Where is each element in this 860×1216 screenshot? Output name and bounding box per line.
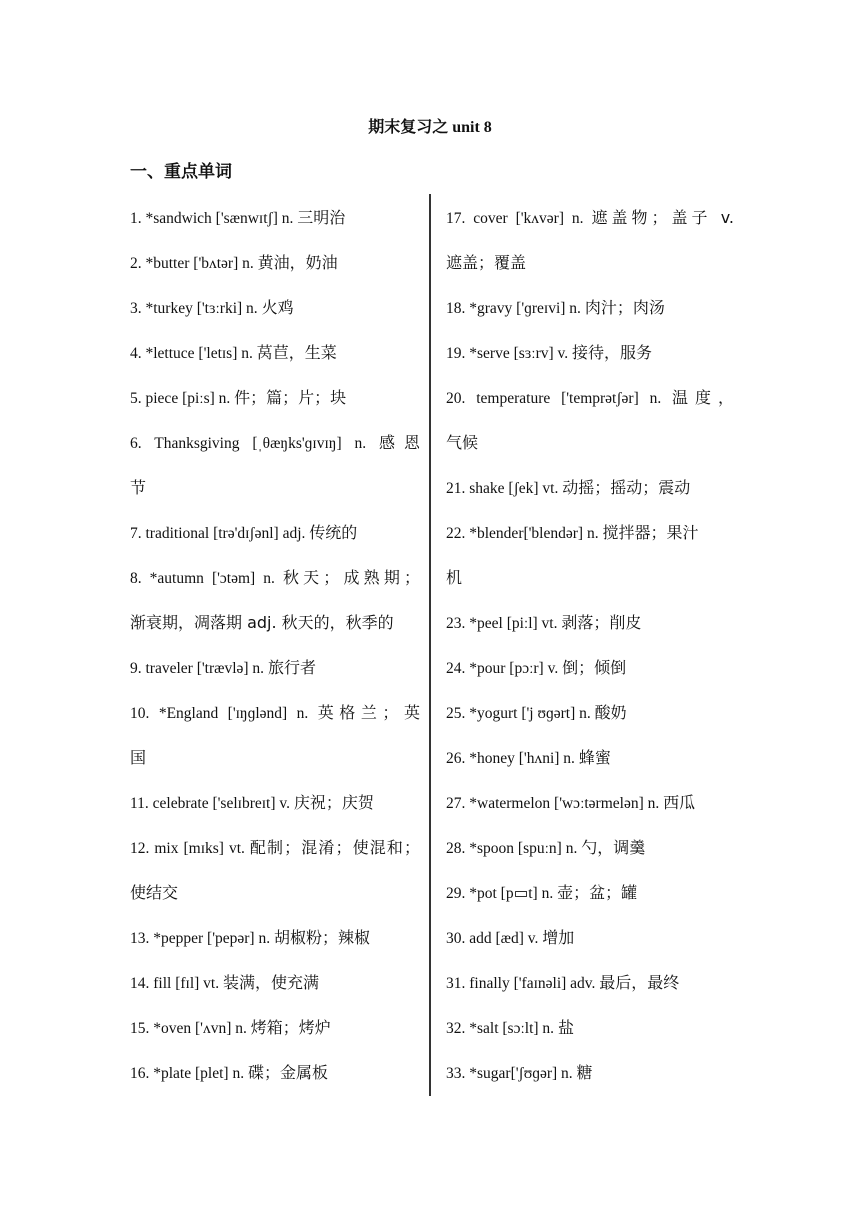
vocab-term: 19. *serve [sɜːrv] v. [446,345,573,362]
vocab-term: 26. *honey ['hʌni] n. [446,750,579,767]
vocab-meaning: 节 [130,478,147,497]
vocab-term: 5. piece [piːs] n. [130,390,235,407]
vocab-line [130,285,420,330]
vocab-column-left [130,195,420,1095]
vocab-term: 22. *blender['blendər] n. [446,525,603,542]
vocab-line [130,375,420,420]
vocab-meaning: 胡椒粉；辣椒 [273,928,370,947]
vocab-meaning: 庆祝；庆贺 [293,793,374,812]
vocab-meaning: 烤箱；烤炉 [250,1018,331,1037]
vocab-term: 20. temperature ['temprətʃər] n. [446,390,673,407]
vocab-meaning: 莴苣，生菜 [256,343,337,362]
vocab-meaning: 机 [446,568,463,587]
vocab-meaning: 肉汁；肉汤 [584,298,665,317]
vocab-line [130,600,420,645]
vocab-line [446,195,734,240]
vocab-meaning: 搅拌器；果汁 [602,523,699,542]
vocab-line [446,960,734,1005]
vocab-meaning: 国 [130,748,147,767]
vocab-term: 9. traveler ['trævlə] n. [130,660,268,677]
vocab-line [130,690,420,735]
vocab-line [446,285,734,330]
vocab-line [130,1050,420,1095]
vocab-line [130,330,420,375]
vocab-line [130,960,420,1005]
vocab-line [446,645,734,690]
vocab-meaning: 酸奶 [594,703,627,722]
vocab-meaning: 感恩 [378,433,420,452]
vocab-term: 6. Thanksgiving [ˌθæŋks'ɡɪvɪŋ] n. [130,435,379,452]
vocab-line [130,780,420,825]
vocab-meaning: 渐衰期，凋落期 adj. 秋天的，秋季的 [130,613,394,632]
vocab-meaning: 最后，最终 [599,973,680,992]
vocab-term: 3. *turkey ['tɜːrki] n. [130,300,262,317]
vocab-meaning: 剥落；削皮 [561,613,642,632]
vocab-meaning: 传统的 [309,523,358,542]
vocab-term: 28. *spoon [spuːn] n. [446,840,582,857]
vocab-line [130,420,420,465]
column-divider [429,194,431,1096]
vocab-line [446,780,734,825]
vocab-line [130,240,420,285]
vocab-meaning: 勺，调羹 [581,838,646,857]
vocab-line [446,240,734,285]
vocab-meaning: 黄油，奶油 [257,253,338,272]
vocab-meaning: 遮盖；覆盖 [446,253,527,272]
section-heading: 一、重点单词 [130,162,232,181]
vocab-term: 1. *sandwich ['sænwɪtʃ] n. [130,210,298,227]
vocab-term: 29. *pot [p▭t] n. [446,885,558,902]
vocab-meaning: 西瓜 [663,793,696,812]
vocab-meaning: 碟；金属板 [247,1063,328,1082]
vocab-line [446,1050,734,1095]
vocab-line [130,825,420,870]
vocab-meaning: 蜂蜜 [578,748,611,767]
vocab-meaning: 动摇；摇动；震动 [562,478,691,497]
vocab-term: 33. *sugar['ʃʊɡər] n. [446,1065,577,1082]
vocab-meaning: 三明治 [297,208,346,227]
vocab-term: 24. *pour [pɔːr] v. [446,660,563,677]
vocab-meaning: 旅行者 [267,658,316,677]
page-title: 期末复习之 unit 8 [368,119,492,136]
vocab-meaning: 壶；盆；罐 [557,883,638,902]
vocab-meaning: 秋天；成熟期； [282,568,420,587]
vocab-term: 8. *autumn ['ɔtəm] n. [130,570,283,587]
vocab-term: 17. cover ['kʌvər] n. [446,210,592,227]
vocab-line [446,465,734,510]
vocab-meaning: 配制；混淆；使混和； [249,838,420,857]
vocab-meaning: 倒；倾倒 [562,658,627,677]
vocab-term: 11. celebrate ['selɪbreɪt] v. [130,795,294,812]
vocab-line [130,915,420,960]
vocab-term: 32. *salt [sɔːlt] n. [446,1020,558,1037]
vocab-term: 23. *peel [piːl] vt. [446,615,562,632]
vocab-line [130,555,420,600]
vocab-term: 25. *yogurt ['j ʊɡərt] n. [446,705,595,722]
vocab-meaning: 英格兰；英 [317,703,420,722]
vocab-column-right [446,195,734,1095]
vocab-line [130,1005,420,1050]
vocab-meaning: 盐 [557,1018,574,1037]
vocab-line [446,555,734,600]
vocab-meaning: 糖 [576,1063,593,1082]
vocab-line [130,465,420,510]
vocab-line [446,330,734,375]
vocab-line [130,735,420,780]
vocab-line [446,690,734,735]
vocab-line [446,825,734,870]
vocab-line [446,510,734,555]
vocab-meaning: 增加 [542,928,575,947]
vocab-term: 2. *butter ['bʌtər] n. [130,255,258,272]
vocab-line [130,645,420,690]
vocab-term: 10. *England ['ɪŋɡlənd] n. [130,705,318,722]
vocab-meaning: 使结交 [130,883,179,902]
vocab-line [130,870,420,915]
vocab-meaning: 遮盖物；盖子 v. [591,208,734,227]
vocab-line [446,600,734,645]
vocab-meaning: 温度， [672,388,734,407]
vocab-line [446,735,734,780]
vocab-term: 12. mix [mɪks] vt. [130,840,250,857]
vocab-line [446,420,734,465]
vocab-term: 27. *watermelon ['wɔːtərmelən] n. [446,795,664,812]
vocab-term: 7. traditional [trə'dɪʃənl] adj. [130,525,310,542]
vocab-meaning: 气候 [446,433,479,452]
vocab-term: 18. *gravy ['ɡreɪvi] n. [446,300,585,317]
vocab-line [446,375,734,420]
vocab-term: 16. *plate [plet] n. [130,1065,248,1082]
vocab-line [446,870,734,915]
vocab-line [130,195,420,240]
vocab-line [446,915,734,960]
vocab-meaning: 火鸡 [261,298,294,317]
vocab-meaning: 件；篇；片；块 [234,388,347,407]
vocab-term: 4. *lettuce ['letɪs] n. [130,345,257,362]
vocab-term: 13. *pepper ['pepər] n. [130,930,274,947]
vocab-term: 31. finally ['faɪnəli] adv. [446,975,600,992]
vocab-term: 15. *oven ['ʌvn] n. [130,1020,251,1037]
vocab-term: 14. fill [fɪl] vt. [130,975,223,992]
vocab-term: 30. add [æd] v. [446,930,543,947]
vocab-meaning: 接待，服务 [572,343,653,362]
vocab-term: 21. shake [ʃek] vt. [446,480,563,497]
vocab-line [446,1005,734,1050]
vocab-meaning: 装满，使充满 [223,973,320,992]
vocab-line [130,510,420,555]
